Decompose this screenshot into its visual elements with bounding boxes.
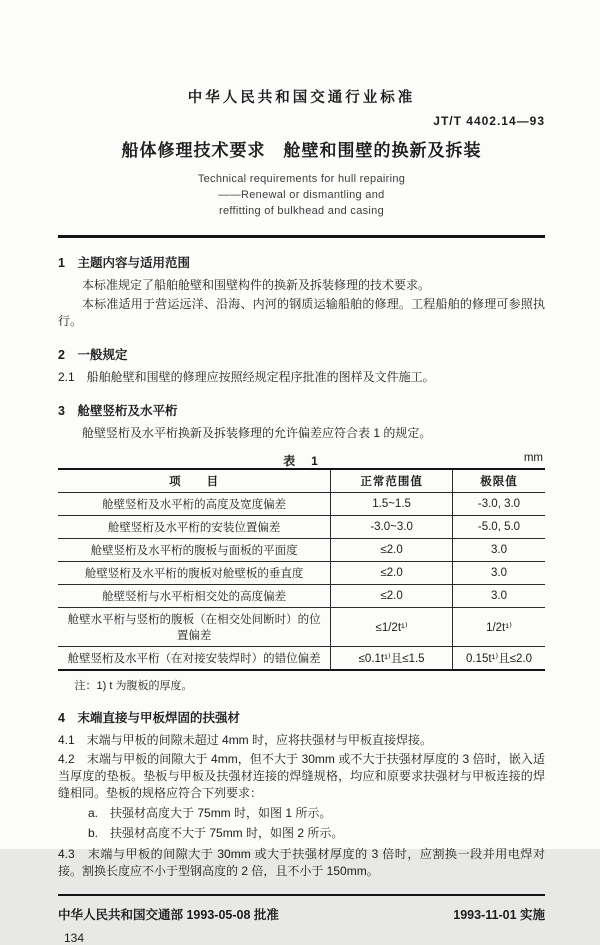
list-item-a: a. 扶强材高度大于 75mm 时，如图 1 所示。 [88, 806, 332, 820]
approval-statement: 中华人民共和国交通部 1993-05-08 批准 [58, 908, 279, 922]
clause-2-1: 2.1 船舶舱壁和围壁的修理应按照经规定程序批准的图样及文件施工。 [58, 370, 435, 384]
standard-number: JT/T 4402.14—93 [433, 114, 545, 128]
table-row [58, 647, 545, 671]
clause-4-2: 4.2 末端与甲板的间隙大于 4mm，但不大于 30mm 或不大于扶强材厚度的 3 倍时，嵌入适当厚度的垫板。垫板与甲板及扶强材连接的焊缝规格，均应和原要求扶强材与甲板连接的焊缝相同。垫板的规格应符合下列要求： [58, 752, 545, 800]
section-1-heading: 1 主题内容与适用范围 [58, 256, 190, 270]
table-cell-item: 舱壁竖桁及水平桁的安装位置偏差 [58, 516, 331, 539]
table-cell-item: 舱壁竖桁与水平桁相交处的高度偏差 [58, 585, 331, 608]
table-footnote: 注：1) t 为腹板的厚度。 [74, 680, 193, 692]
table-header-row [58, 469, 545, 493]
section-1-paragraph-2: 本标准适用于营运远洋、沿海、内河的钢质运输船舶的修理。工程船舶的修理可参照执行。 [58, 297, 545, 328]
table-cell-normal: 1.5~1.5 [331, 493, 453, 516]
table-cell-limit: -5.0, 5.0 [452, 516, 545, 539]
table-caption: 表 1 [283, 454, 320, 468]
table-cell-limit: 1/2t¹⁾ [452, 608, 545, 647]
implementation-date: 1993-11-01 实施 [453, 908, 545, 922]
document-title: 船体修理技术要求 舱壁和围壁的换新及拆装 [121, 141, 482, 160]
section-2-heading: 2 一般规定 [58, 348, 128, 362]
table-cell-normal: ≤0.1t¹⁾且≤1.5 [331, 647, 453, 671]
page-number: 134 [64, 931, 85, 945]
column-header-item: 项 目 [169, 476, 220, 488]
table-cell-normal: ≤2.0 [331, 585, 453, 608]
header-divider-rule [58, 235, 545, 238]
table-cell-item: 舱壁竖桁及水平桁的腹板与面板的平面度 [58, 539, 331, 562]
table-row [58, 493, 545, 516]
table-unit-label: mm [523, 452, 543, 464]
table-cell-item: 舱壁水平桁与竖桁的腹板（在相交处间断时）的位置偏差 [58, 608, 331, 647]
english-subtitle-line-1: Technical requirements for hull repairing [197, 173, 406, 185]
table-row [58, 585, 545, 608]
clause-4-3: 4.3 末端与甲板的间隙大于 30mm 或大于扶强材厚度的 3 倍时，应割换一段并用电焊对接。割换长度应不小于型钢高度的 2 倍，且不小于 150mm。 [58, 847, 545, 878]
standard-type-heading: 中华人民共和国交通行业标准 [187, 90, 416, 106]
table-row [58, 562, 545, 585]
table-row [58, 608, 545, 647]
table-cell-normal: ≤2.0 [331, 539, 453, 562]
table-cell-limit: 0.15t¹⁾且≤2.0 [452, 647, 545, 671]
table-row [58, 539, 545, 562]
table-caption-row [58, 452, 545, 468]
table-cell-normal: ≤2.0 [331, 562, 453, 585]
table-cell-limit: 3.0 [452, 562, 545, 585]
table-cell-limit: 3.0 [452, 539, 545, 562]
section-4-heading: 4 末端直接与甲板焊固的扶强材 [58, 711, 240, 725]
column-header-normal-range: 正常范围值 [331, 469, 453, 493]
english-subtitle-line-2: ——Renewal or dismantling and [218, 189, 385, 201]
table-cell-normal: ≤1/2t¹⁾ [331, 608, 453, 647]
column-header-limit: 极限值 [452, 469, 545, 493]
footer-row [58, 905, 545, 923]
list-item-b: b. 扶强材高度不大于 75mm 时，如图 2 所示。 [88, 826, 344, 840]
table-cell-item: 舱壁竖桁及水平桁（在对接安装焊时）的错位偏差 [58, 647, 331, 671]
english-subtitle [58, 171, 545, 219]
table-row [58, 516, 545, 539]
table-cell-item: 舱壁竖桁及水平桁的腹板对舱壁板的垂直度 [58, 562, 331, 585]
table-cell-limit: -3.0, 3.0 [452, 493, 545, 516]
table-cell-item: 舱壁竖桁及水平桁的高度及宽度偏差 [58, 493, 331, 516]
footer-divider-rule [58, 894, 545, 896]
english-subtitle-line-3: reffitting of bulkhead and casing [218, 205, 385, 217]
section-1-paragraph-1: 本标准规定了船舶舱壁和围壁构件的换新及拆装修理的技术要求。 [82, 278, 431, 292]
table-cell-normal: -3.0~3.0 [331, 516, 453, 539]
section-3-paragraph-1: 舱壁竖桁及水平桁换新及拆装修理的允许偏差应符合表 1 的规定。 [82, 426, 432, 440]
clause-4-1: 4.1 末端与甲板的间隙未超过 4mm 时，应将扶强材与甲板直接焊接。 [58, 733, 433, 747]
table-cell-limit: 3.0 [452, 585, 545, 608]
tolerance-table [58, 468, 545, 671]
section-3-heading: 3 舱壁竖桁及水平桁 [58, 404, 178, 418]
